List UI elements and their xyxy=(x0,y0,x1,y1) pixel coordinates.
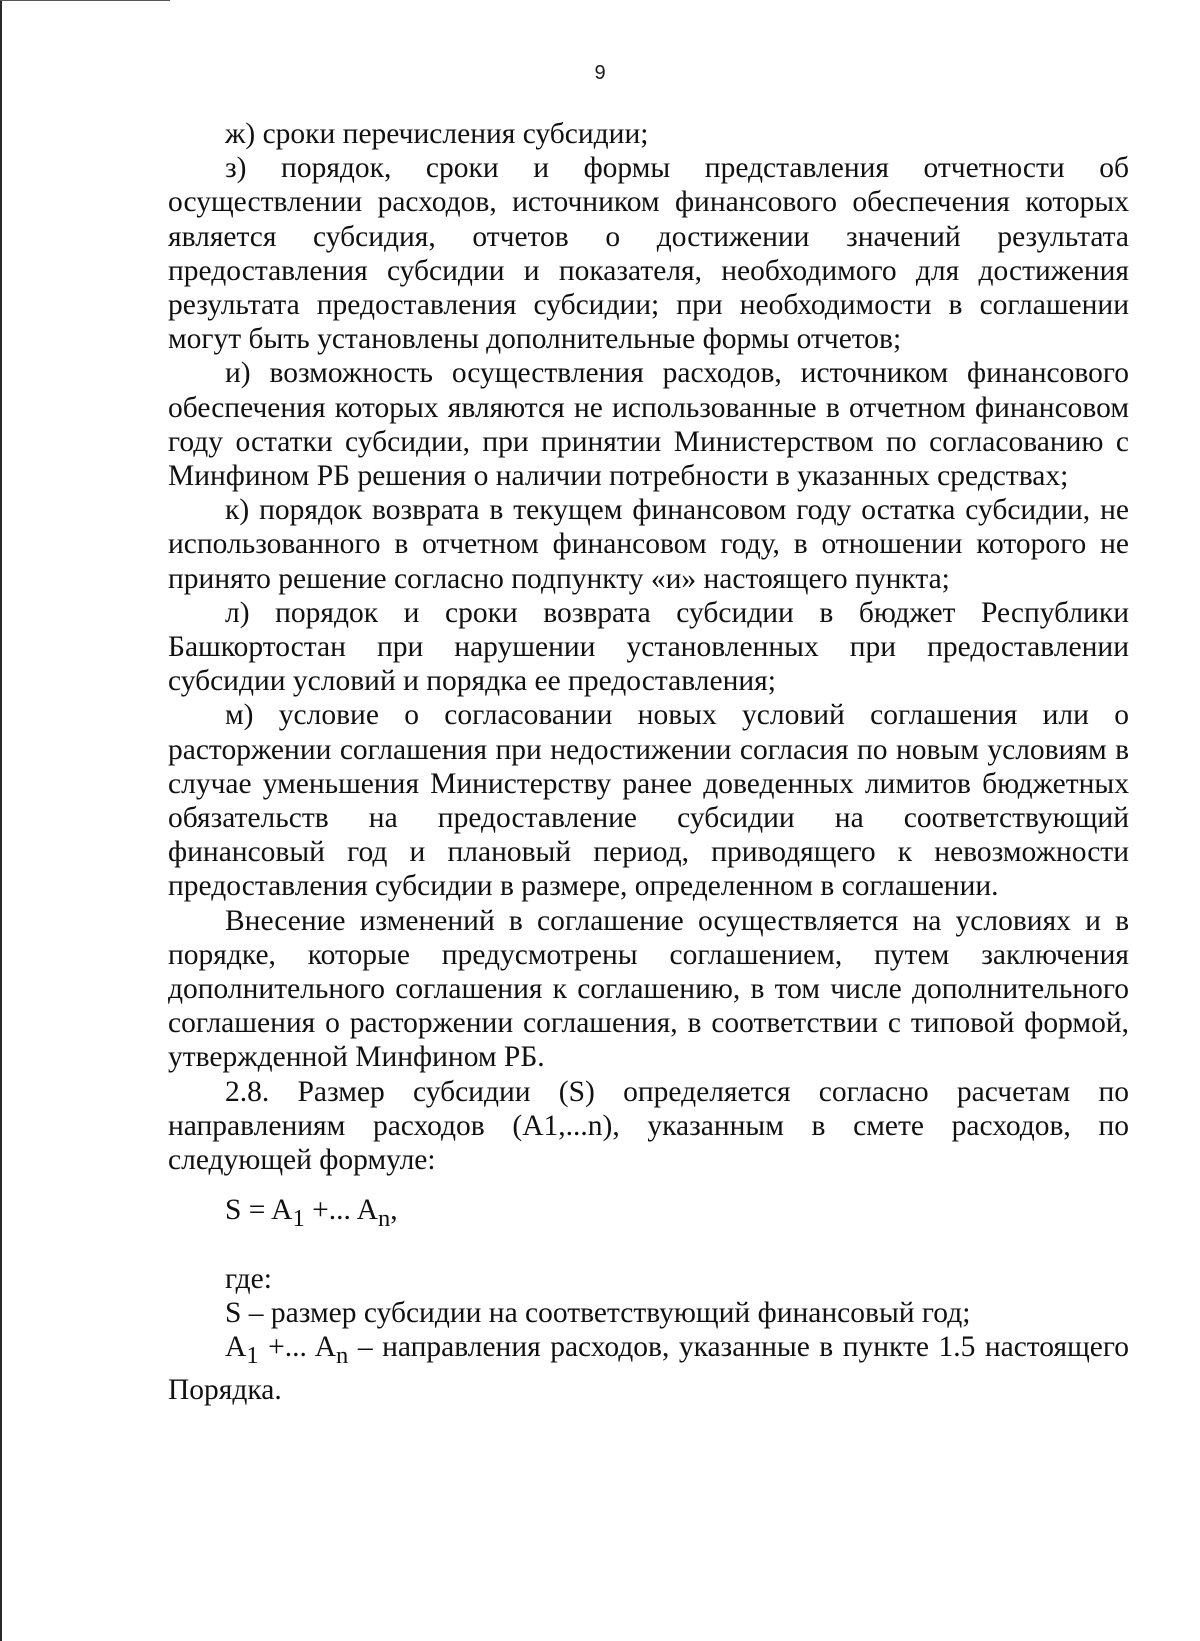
scan-left-edge xyxy=(0,0,2,1641)
paragraph-k: к) порядок возврата в текущем финансовом году остатка субсидии, не использованного в отчетном финансовом году, в отношении которого не принято решение согласно подпункту «и» настоящего пункта; xyxy=(168,494,1129,595)
paragraph-amendments: Внесение изменений в соглашение осуществляется на условиях и в порядке, которые предусмотрены соглашением, путем заключения дополнительного соглашения к соглашению, в том числе дополнительного соглашения о расторжении соглашения, в соответствии с типовой формой, утвержденной Минфином РБ. xyxy=(168,904,1129,1074)
where-label: где: xyxy=(225,1262,272,1295)
spacer xyxy=(168,1177,1129,1193)
paragraph-l: л) порядок и сроки возврата субсидии в бюджет Республики Башкортостан при нарушении установленных при предоставлении субсидии условий и порядка ее предоставления; xyxy=(168,596,1129,698)
page-number: 9 xyxy=(594,62,606,84)
paragraph-m: м) условие о согласовании новых условий соглашения или о расторжении соглашения при недостижении согласия по новым условиям в случае уменьшения Министерству ранее доведенных лимитов бюджетных обязательств на предоставление субсидии на соответствующий финансовый год и плановый период, приводящего к невозможности предоставления субсидии в размере, определенном в соглашении. xyxy=(168,699,1129,903)
document-body xyxy=(168,117,1129,1407)
scan-top-edge xyxy=(0,0,170,1)
paragraph-i: и) возможность осуществления расходов, источником финансового обеспечения которых являются не использованные в отчетном финансовом году остатки субсидии, при принятии Министерством по согласованию с Минфином РБ решения о наличии потребности в указанных средствах; xyxy=(168,357,1129,493)
paragraph-2-8: 2.8. Размер субсидии (S) определяется согласно расчетам по направлениям расходов (A1,...n), указанным в смете расходов, по следующей формуле: xyxy=(168,1075,1129,1177)
subsidy-formula: $S = A_1$ +... $A_n$, xyxy=(225,1194,398,1233)
spacer xyxy=(168,1227,1129,1261)
definition-s: S – размер субсидии на соответствующий финансовый год; xyxy=(225,1296,971,1329)
paragraph-zh: ж) сроки перечисления субсидии; xyxy=(225,118,649,150)
definition-a: $A_1$ +... $A_n$ – направления расходов, указанные в пункте 1.5 настоящего Порядка. xyxy=(168,1331,1129,1407)
paragraph-z: з) порядок, сроки и формы представления отчетности об осуществлении расходов, источником финансового обеспечения которых является субсидия, отчетов о достижении значений результата предоставления субсидии и показателя, необходимого для достижения результата предоставления субсидии; при необходимости в соглашении могут быть установлены дополнительные формы отчетов; xyxy=(168,152,1129,356)
